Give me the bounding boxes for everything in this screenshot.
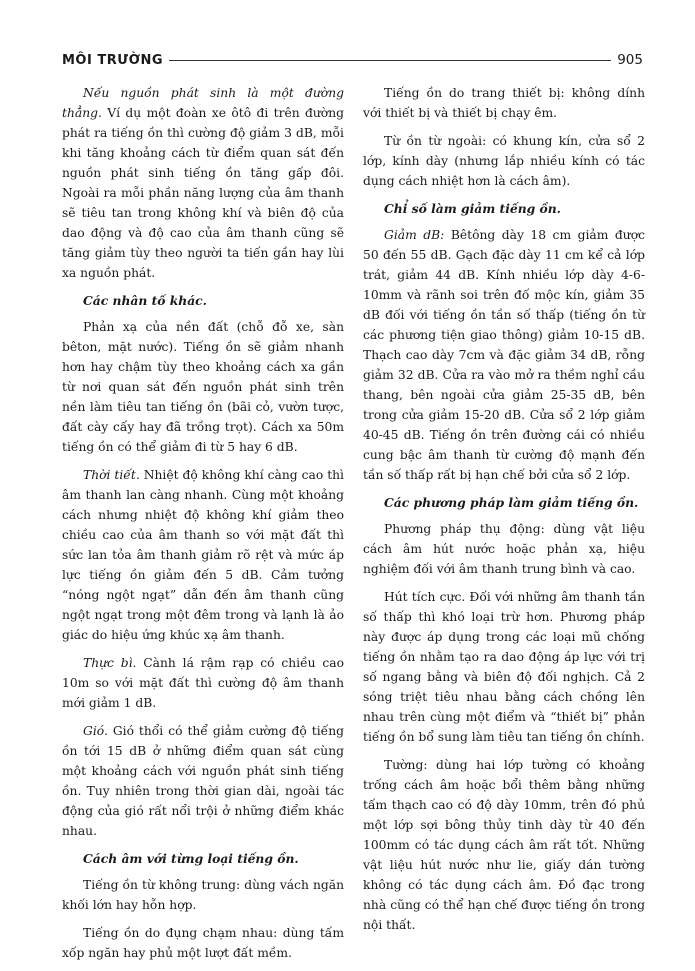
- paragraph: [363, 131, 645, 191]
- page-number: 905: [617, 52, 643, 68]
- paragraph: [363, 225, 645, 485]
- paragraph: [62, 653, 344, 713]
- paragraph-text: Từ ồn từ ngoài: có khung kín, cửa sổ 2 lớp, kính dày (nhưng lắp nhiều kính có tác dụng cách nhiệt hơn là cách âm).: [363, 134, 645, 188]
- paragraph-text: Nhiệt độ không khí càng cao thì âm thanh lan càng nhanh. Cùng một khoảng cách nhưng nhiệt độ không khí giảm theo chiều cao của âm thanh so với mặt đất thì sức lan tỏa âm thanh giảm rõ rệt và mức áp lực tiếng ồn giảm đến 5 dB. Cảm tưởng “nóng ngột ngạt” dẫn đến âm thanh cũng ngột ngạt trong một đêm trong và lạnh là ảo giác do hiệu ứng khúc xạ âm thanh.: [62, 468, 344, 642]
- paragraph: [363, 755, 645, 935]
- paragraph-lead: Thời tiết.: [83, 468, 140, 482]
- paragraph-text: Tiếng ồn từ không trung: dùng vách ngăn khối lớn hay hỗn hợp.: [62, 878, 344, 912]
- paragraph-lead: Giảm dB:: [384, 228, 445, 242]
- paragraph: [363, 83, 645, 123]
- left-column: [62, 83, 344, 971]
- right-column: [363, 83, 645, 943]
- paragraph-text: Tường: dùng hai lớp tường có khoảng trống cách âm hoặc bổi thêm bằng những tấm thạch cao có độ dày 10mm, trên đó phủ một lớp sợi bông thủy tinh dày từ 40 đến 100mm có tác dụng cách âm rất tốt. Những vật liệu hút nước như lie, giấy dán tường không có tác dụng cách âm. Đồ đạc trong nhà cũng có thể hạn chế được tiếng ồn trong nội thất.: [363, 758, 645, 932]
- paragraph: [62, 721, 344, 841]
- section-heading: Cách âm với từng loại tiếng ồn.: [83, 851, 299, 866]
- paragraph-text: Bêtông dày 18 cm giảm được 50 đến 55 dB. Gạch đặc dày 11 cm kể cả lớp trát, giảm 44 dB. Kính nhiều lớp dày 4-6-10mm và rãnh soi trên đố mộc kín, giảm 35 dB đối với tiếng ồn tần số thấp (tiếng ồn từ các phương tiện giao thông) giảm 10-15 dB. Thạch cao dày 7cm và đặc giảm 34 dB, rỗng giảm 32 dB. Cửa ra vào mở ra thềm nghỉ cầu thang, bên ngoài cửa giảm 25-35 dB, bên trong cửa giảm 15-20 dB. Cửa sổ 2 lớp giảm 40-45 dB. Tiếng ồn trên đường cái có nhiều cung bậc âm thanh từ cường độ mạnh đến tần số thấp rất bị hạn chế bởi cửa sổ 2 lớp.: [363, 228, 645, 482]
- section-heading: Các nhân tố khác.: [83, 293, 207, 308]
- paragraph: [62, 83, 344, 283]
- paragraph-lead: Gió.: [83, 724, 108, 738]
- paragraph-lead: Thực bì.: [83, 656, 137, 670]
- paragraph-text: Phản xạ của nền đất (chỗ đỗ xe, sàn bêton, mặt nước). Tiếng ồn sẽ giảm nhanh hơn hay chậm tùy theo khoảng cách xa gần từ nơi quan sát đến nguồn phát sinh trên nền làm tiêu tan tiếng ồn (bãi cỏ, vườn tược, đất cày cấy hay đã trồng trọt). Cách xa 50m tiếng ồn có thể giảm đi từ 5 hay 6 dB.: [62, 320, 344, 454]
- paragraph-text: Ví dụ một đoàn xe ôtô đi trên đường phát ra tiếng ồn thì cường độ giảm 3 dB, mỗi khi tăng khoảng cách từ điểm quan sát đến nguồn phát sinh tiếng ồn tăng gấp đôi. Ngoài ra mỗi phần năng lượng của âm thanh sẽ tiêu tan trong không khí và biên độ của dao động và độ cao của âm thanh cũng sẽ tăng giảm tùy theo người ta tiến gần hay lùi xa nguồn phát.: [62, 106, 344, 280]
- paragraph: [62, 317, 344, 457]
- paragraph: [363, 519, 645, 579]
- paragraph-text: Hút tích cực. Đối với những âm thanh tần số thấp thì khó loại trừ hơn. Phương pháp này được áp dụng trong các loại mũ chống tiếng ồn nhằm tạo ra dao động áp lực với trị số ngang bằng và biên độ đối nghịch. Cả 2 sóng triệt tiêu nhau bằng cách chồng lên nhau trên cùng một điểm và “thiết bị” phản tiếng ồn bổ sung làm tiêu tan tiếng ồn chính.: [363, 590, 645, 744]
- section-heading: Các phương pháp làm giảm tiếng ồn.: [384, 495, 639, 510]
- paragraph: [62, 923, 344, 963]
- header-rule: [169, 60, 611, 61]
- paragraph: [62, 465, 344, 645]
- paragraph-text: Phương pháp thụ động: dùng vật liệu cách âm hút nước hoặc phản xạ, hiệu nghiệm đối với âm thanh trung bình và cao.: [363, 522, 645, 576]
- page-header: [62, 50, 643, 70]
- paragraph-text: Gió thổi có thể giảm cường độ tiếng ồn tới 15 dB ở những điểm quan sát cùng một khoảng cách với nguồn phát sinh tiếng ồn. Tuy nhiên trong thời gian dài, ngoài tác động của gió rất nổi trội ở những điểm khác nhau.: [62, 724, 344, 838]
- paragraph: [363, 587, 645, 747]
- paragraph-text: Cành lá rậm rạp có chiều cao 10m so với mặt đất thì cường độ âm thanh mới giảm 1 dB.: [62, 656, 344, 710]
- section-heading: Chỉ số làm giảm tiếng ồn.: [384, 201, 561, 216]
- paragraph-text: Tiếng ồn do đụng chạm nhau: dùng tấm xốp ngăn hay phủ một lượt đất mềm.: [62, 926, 344, 960]
- paragraph-lead: Nếu nguồn phát sinh là một đường thẳng.: [62, 86, 344, 120]
- paragraph-text: Tiếng ồn do trang thiết bị: không dính với thiết bị và thiết bị chạy êm.: [363, 86, 645, 120]
- paragraph: [62, 875, 344, 915]
- section-title: MÔI TRƯỜNG: [62, 52, 163, 68]
